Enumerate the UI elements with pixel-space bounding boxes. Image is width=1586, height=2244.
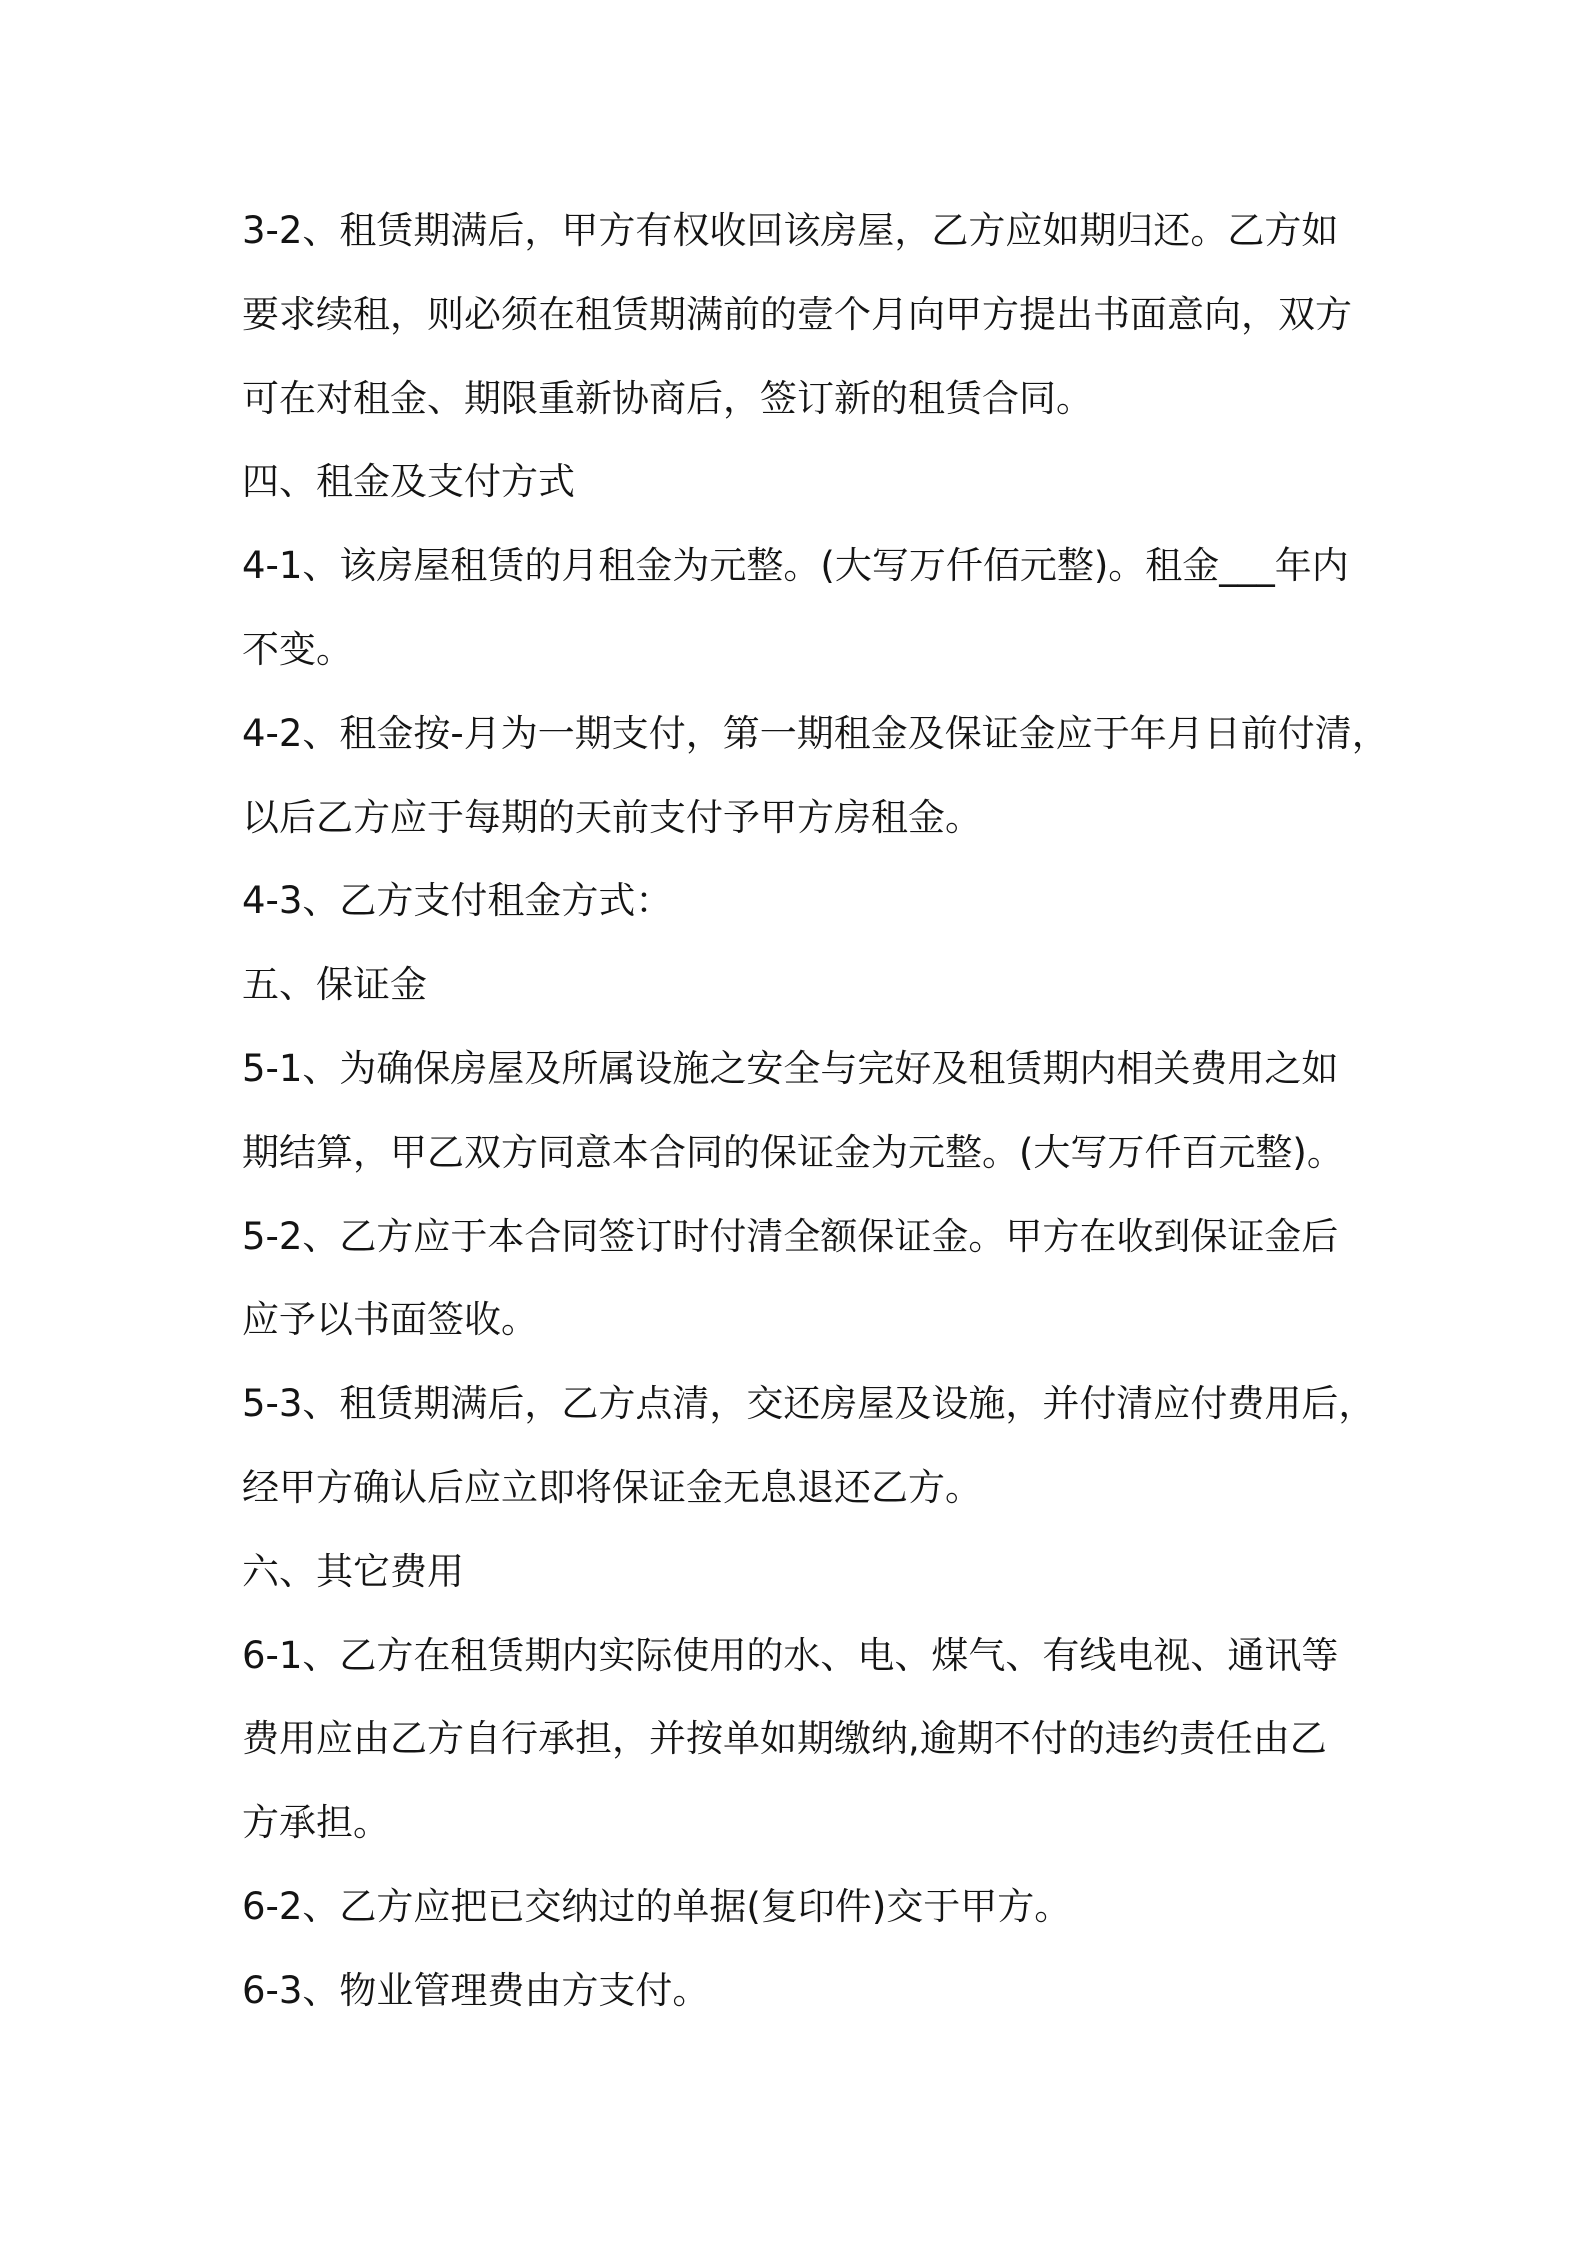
document-body [242, 189, 1422, 2033]
clause-6-3 [242, 1949, 1422, 2033]
section-heading-deposit [242, 943, 1422, 1027]
section-heading: 六、其它费用 [242, 1549, 464, 1593]
text-line: 6-1、乙方在租赁期内实际使用的水、电、煤气、有线电视、通讯等 [242, 1633, 1339, 1677]
clause-4-3 [242, 859, 1422, 943]
section-heading: 五、保证金 [242, 963, 427, 1007]
text-line: 可在对租金、期限重新协商后，签订新的租赁合同。 [242, 376, 1093, 420]
section-heading-other-fees [242, 1530, 1422, 1614]
text-line: 6-3、物业管理费由方支付。 [242, 1968, 710, 2012]
clause-5-3 [242, 1362, 1422, 1530]
text-line: 5-3、租赁期满后，乙方点清，交还房屋及设施，并付清应付费用后， [242, 1382, 1376, 1426]
text-line: 5-1、为确保房屋及所属设施之安全与完好及租赁期内相关费用之如 [242, 1046, 1339, 1090]
text-line: 期结算，甲乙双方同意本合同的保证金为元整。(大写万仟百元整)。 [242, 1130, 1344, 1174]
clause-4-1 [242, 524, 1422, 692]
text-line: 4-2、租金按-月为一期支付，第一期租金及保证金应于年月日前付清， [242, 711, 1389, 755]
clause-6-2 [242, 1865, 1422, 1949]
text-line: 4-3、乙方支付租金方式： [242, 879, 673, 923]
text-line: 4-1、该房屋租赁的月租金为元整。(大写万仟佰元整)。租金___年内 [242, 544, 1349, 588]
clause-4-2 [242, 692, 1422, 860]
text-line: 费用应由乙方自行承担，并按单如期缴纳,逾期不付的违约责任由乙 [242, 1717, 1327, 1761]
clause-5-2 [242, 1195, 1422, 1363]
text-line: 应予以书面签收。 [242, 1298, 538, 1342]
section-heading-rent-payment [242, 440, 1422, 524]
text-line: 不变。 [242, 627, 353, 671]
text-line: 6-2、乙方应把已交纳过的单据(复印件)交于甲方。 [242, 1884, 1072, 1928]
clause-6-1 [242, 1614, 1422, 1865]
text-line: 5-2、乙方应于本合同签订时付清全额保证金。甲方在收到保证金后 [242, 1214, 1339, 1258]
text-line: 方承担。 [242, 1801, 390, 1845]
clause-5-1 [242, 1027, 1422, 1195]
section-heading: 四、租金及支付方式 [242, 460, 575, 504]
text-line: 3-2、租赁期满后，甲方有权收回该房屋，乙方应如期归还。乙方如 [242, 209, 1339, 252]
clause-3-2 [242, 189, 1422, 440]
text-line: 要求续租，则必须在租赁期满前的壹个月向甲方提出书面意向，双方 [242, 292, 1352, 336]
text-line: 经甲方确认后应立即将保证金无息退还乙方。 [242, 1465, 982, 1509]
text-line: 以后乙方应于每期的天前支付予甲方房租金。 [242, 795, 982, 839]
